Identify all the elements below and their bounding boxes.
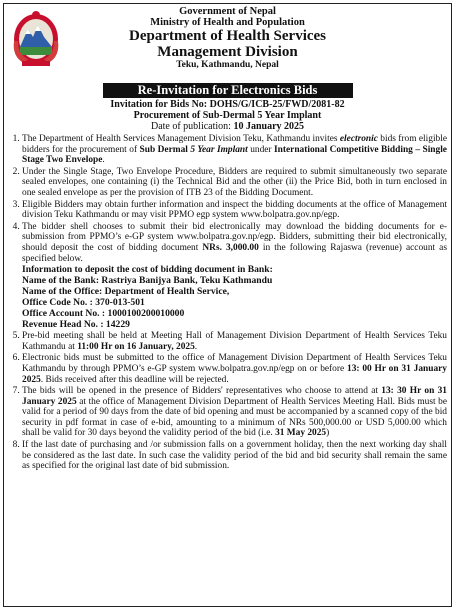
list-item-5 (22, 331, 447, 352)
bank-info-heading: Information to deposit the cost of bidding document in Bank: (22, 264, 273, 276)
office-name: Name of the Office: Department of Health Service, (22, 286, 230, 298)
item6-text-b: 13: 00 Hr on 31 January 2025 (22, 363, 447, 385)
division-name: Management Division (157, 44, 298, 60)
bid-number: Invitation for Bids No: DOHS/G/ICB-25/FWD/2081-82 (110, 99, 345, 110)
list-item-8: 8. If the last date of purchasing and /or submission falls on a government holiday, then the next working day shall be considered as the last date. In such case the validity period of the bid and bid security shall remain the same as specified for the original last date of bid submission. (22, 440, 447, 472)
item7-text-e: ) (326, 428, 330, 439)
item7-text-b: 13: 30 Hr on 31 January 2025 (22, 386, 447, 407)
list-item-4 (22, 222, 447, 330)
publication-date (4, 121, 451, 132)
list-item-1 (22, 134, 447, 166)
item5-text-a: Pre-bid meeting shall be held at Meeting Hall of Management Division Department of Health Services Teku Kathmandu at (22, 331, 447, 352)
office-code: Office Code No. : 370-013-501 (22, 297, 145, 309)
publication-date-value: 10 January 2025 (233, 121, 305, 132)
item1-text-a: The Department of Health Services Management Division Teku, Kathmandu invites (22, 134, 340, 144)
item5-text-c: . (194, 341, 198, 352)
publication-date-label: Date of publication: (150, 121, 234, 132)
list-item-2: 2. Under the Single Stage, Two Envelope Procedure, Bidders are required to submit simultaneously two separate sealed envelopes, one containing (i) the Technical Bid and the other (ii) the Price Bid, both in turn enclosed in one sealed envelope as per the provision of ITB 23 of the Bidding Document. (22, 167, 447, 199)
item6-text-c: . Bids received after this deadline will be rejected. (40, 374, 229, 385)
item1-text-b: electronic (339, 134, 378, 144)
notice-header (4, 4, 451, 82)
item6-text-a: Electronic bids must be submitted to the office of Management Division Department of Health Services Teku Kathmandu by through PPMO’s e-GP system www.bolpatra.gov.np/egp on or before (22, 353, 447, 374)
office-location: Teku, Kathmandu, Nepal (176, 60, 279, 70)
nepal-emblem-icon (10, 7, 62, 67)
item7-text-d: 31 May 2025 (275, 428, 327, 439)
bank-name: Name of the Bank: Rastriya Banijya Bank, Teku Kathmandu (22, 275, 273, 287)
department-name: Department of Health Services (128, 28, 327, 44)
item1-text-f: under (247, 144, 275, 155)
ministry-name: Ministry of Health and Population (150, 17, 305, 28)
list-item-3: 3. Eligible Bidders may obtain further information and inspect the bidding documents at the office of Management division Teku Kathmandu or may visit PPMO egp system www.bolpatra.gov.np/egp. (22, 200, 447, 221)
notice-page (3, 3, 452, 607)
list-item-6 (22, 353, 447, 385)
item4-text-c: in the following Rajaswa (revenue) account as specified below. (22, 242, 447, 264)
item1-text-h: . (102, 155, 105, 166)
item1-text-g: International Competitive Bidding – Single Stage Two Envelope (22, 144, 447, 166)
item7-text-a: The bids will be opened in the presence of Bidders' representatives who choose to attend at (22, 386, 382, 397)
item1-text-e: 5 Year Implant (190, 144, 248, 155)
item4-text-a: The bidder shell chooses to submit their bid electronically may download the bidding documents for e-submission from PPMO’s e-GP system www.bolpatra.gov.np/egp. Bidders, submitting their bid electronically, should deposit the cost of bidding document (22, 221, 447, 253)
item7-text-c: at the office of Management Division Department of Health Services Meeting Hall. Bids must be valid for a period of 90 days from the date of bid opening and must be accompanied by a scanned copy of the bid security in pdf format in case of e-bid, amounting to a minimum of NRs 500,000.00 or USD 5,000.00 which shall be valid for 30 days beyond the validity period of the bid (i.e. (22, 396, 448, 439)
notice-title: Re-Invitation for Electronics Bids (103, 83, 353, 98)
item1-text-c: bids from eligible bidders for the procurement of (22, 134, 447, 155)
notice-items (4, 134, 451, 472)
procurement-subject: Procurement of Sub-Dermal 5 Year Implant (133, 110, 322, 121)
item5-text-b: 11:00 Hr on 16 January, 2025 (77, 341, 195, 352)
government-name: Government of Nepal (179, 6, 276, 17)
office-account: Office Account No. : 1000100200010000 (22, 308, 185, 320)
revenue-head: Revenue Head No. : 14229 (22, 319, 130, 331)
list-item-7 (22, 386, 447, 439)
item4-text-b: NRs. 3,000.00 (202, 242, 259, 253)
item1-text-d: Sub Dermal (139, 144, 191, 155)
